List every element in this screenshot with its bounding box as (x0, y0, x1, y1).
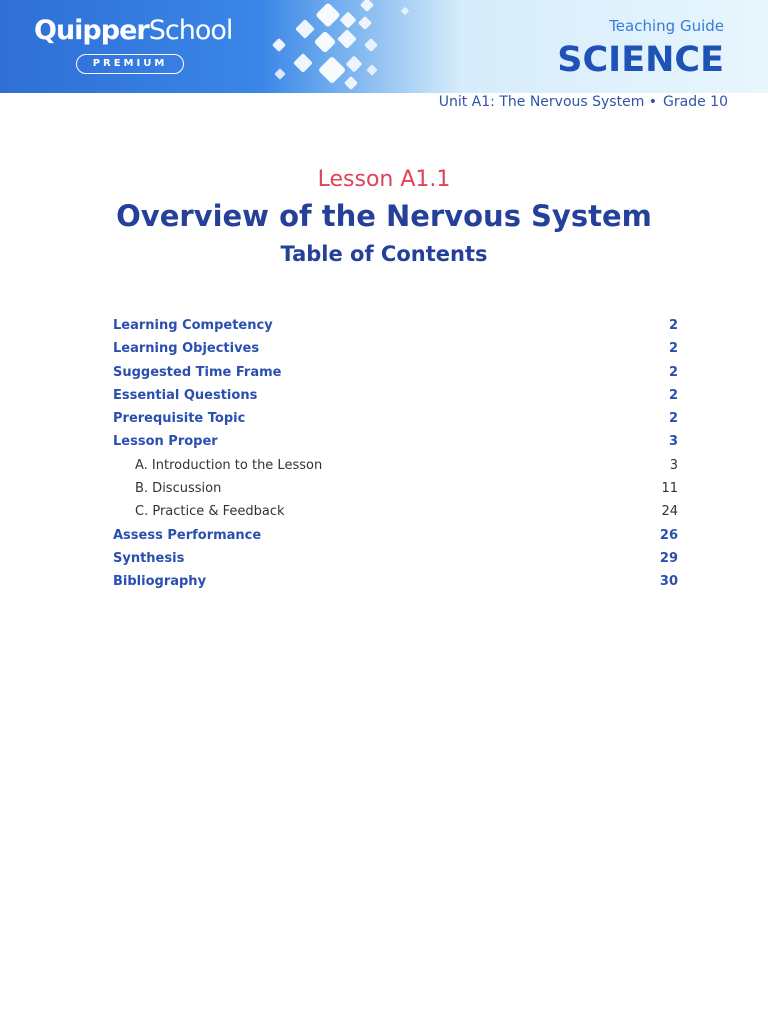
toc-item[interactable] (113, 547, 678, 570)
toc-item-label: Essential Questions (113, 387, 258, 403)
toc-item[interactable] (113, 430, 678, 453)
toc-subitem[interactable] (113, 454, 678, 477)
toc-item[interactable] (113, 407, 678, 430)
toc-item-page: 3 (668, 434, 678, 450)
toc-item-page: 29 (659, 550, 678, 566)
toc-item-page: 3 (669, 457, 678, 473)
toc-item-page: 26 (659, 527, 678, 543)
toc-item-label: Suggested Time Frame (113, 364, 282, 380)
toc-item[interactable] (113, 337, 678, 360)
premium-badge: PREMIUM (76, 54, 184, 74)
toc-item[interactable] (113, 524, 678, 547)
toc-item-page: 2 (668, 387, 678, 403)
grade-label: Grade 10 (663, 94, 728, 110)
toc-item[interactable] (113, 314, 678, 337)
toc-item-label: Learning Competency (113, 318, 273, 333)
toc-item-page: 2 (668, 318, 678, 333)
toc-heading: Table of Contents (280, 242, 488, 266)
toc-item-label: Synthesis (113, 550, 185, 566)
toc-item[interactable] (113, 361, 678, 384)
logo-quipper: Quipper (34, 15, 149, 46)
toc-item-label: Assess Performance (113, 527, 262, 543)
subject-title: SCIENCE (557, 40, 724, 80)
toc-item-page: 30 (659, 574, 678, 590)
logo-wordmark (34, 14, 234, 48)
toc-item-label: Prerequisite Topic (113, 411, 246, 427)
toc-item-label: Lesson Proper (113, 434, 218, 450)
toc-item-page: 11 (661, 481, 678, 497)
table-of-contents (113, 314, 678, 594)
toc-item-label: B. Discussion (135, 481, 222, 497)
logo-school: School (148, 15, 233, 46)
toc-item-page: 2 (668, 364, 678, 380)
quipper-school-logo (34, 14, 234, 69)
toc-item-page: 2 (668, 411, 678, 427)
header-banner (0, 0, 768, 93)
lesson-code: Lesson A1.1 (317, 167, 451, 192)
unit-label: Unit A1: The Nervous System • (438, 94, 658, 110)
toc-item[interactable] (113, 570, 678, 593)
unit-grade-line (439, 94, 728, 110)
toc-item-label: Bibliography (113, 574, 207, 590)
toc-item-page: 2 (668, 341, 678, 357)
lesson-title: Overview of the Nervous System (116, 199, 652, 233)
toc-item-label: A. Introduction to the Lesson (135, 457, 323, 473)
toc-item[interactable] (113, 384, 678, 407)
decorative-diamonds-icon (262, 0, 422, 93)
teaching-guide-label: Teaching Guide (609, 17, 724, 35)
toc-item-page: 24 (661, 504, 678, 520)
toc-subitem[interactable] (113, 477, 678, 500)
toc-item-label: Learning Objectives (113, 341, 260, 357)
toc-subitem[interactable] (113, 500, 678, 523)
toc-item-label: C. Practice & Feedback (135, 504, 285, 520)
